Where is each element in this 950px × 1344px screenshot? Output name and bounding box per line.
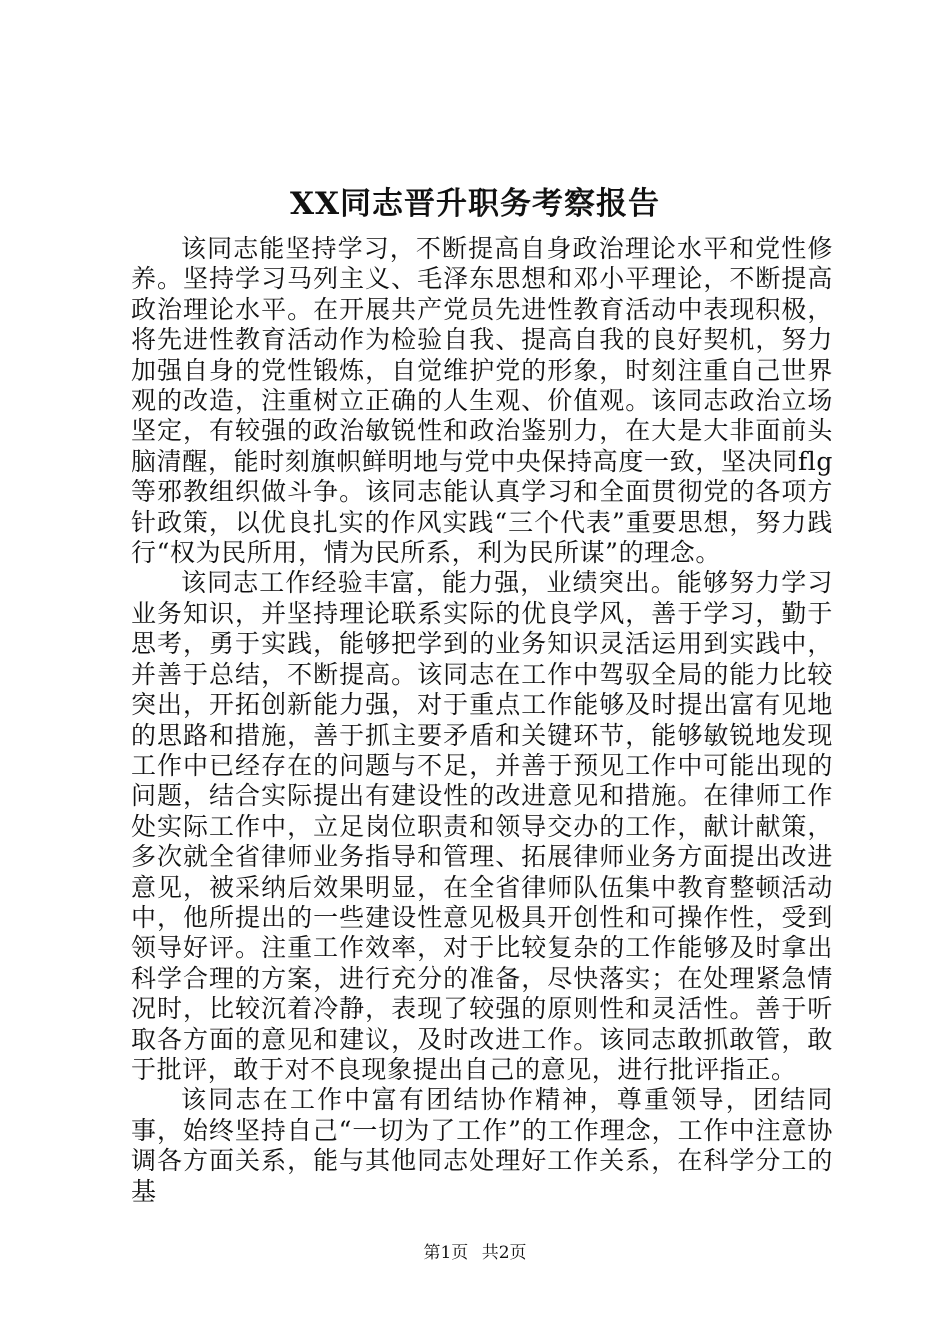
page-footer [0, 1242, 950, 1264]
paragraph-3: 该同志在工作中富有团结协作精神，尊重领导，团结同事，始终坚持自己“一切为了工作”的工作理念，工作中注意协调各方面关系，能与其他同志处理好工作关系，在科学分工的基 [131, 1085, 833, 1206]
document-body [131, 234, 833, 1207]
document-title: XX同志晋升职务考察报告 [289, 186, 661, 222]
paragraph-2: 该同志工作经验丰富，能力强，业绩突出。能够努力学习业务知识，并坚持理论联系实际的优良学风，善于学习，勤于思考，勇于实践，能够把学到的业务知识灵活运用到实践中，并善于总结，不断提高。该同志在工作中驾驭全局的能力比较突出，开拓创新能力强，对于重点工作能够及时提出富有见地的思路和措施，善于抓主要矛盾和关键环节，能够敏锐地发现工作中已经存在的问题与不足，并善于预见工作中可能出现的问题，结合实际提出有建设性的改进意见和措施。在律师工作处实际工作中，立足岗位职责和领导交办的工作，献计献策，多次就全省律师业务指导和管理、拓展律师业务方面提出改进意见，被采纳后效果明显，在全省律师队伍集中教育整顿活动中，他所提出的一些建设性意见极具开创性和可操作性，受到领导好评。注重工作效率，对于比较复杂的工作能够及时拿出科学合理的方案，进行充分的准备，尽快落实；在处理紧急情况时，比较沉着冷静，表现了较强的原则性和灵活性。善于听取各方面的意见和建议，及时改进工作。该同志敢抓敢管，敢于批评，敢于对不良现象提出自己的意见，进行批评指正。 [131, 568, 833, 1084]
page-number-total: 共2页 [481, 1243, 527, 1263]
page-number-current: 第1页 [423, 1243, 469, 1263]
paragraph-1: 该同志能坚持学习，不断提高自身政治理论水平和党性修养。坚持学习马列主义、毛泽东思想和邓小平理论，不断提高政治理论水平。在开展共产党员先进性教育活动中表现积极，将先进性教育活动作为检验自我、提高自我的良好契机，努力加强自身的党性锻炼，自觉维护党的形象，时刻注重自己世界观的改造，注重树立正确的人生观、价值观。该同志政治立场坚定，有较强的政治敏锐性和政治鉴别力，在大是大非面前头脑清醒，能时刻旗帜鲜明地与党中央保持高度一致，坚决同flg等邪教组织做斗争。该同志能认真学习和全面贯彻党的各项方针政策，以优良扎实的作风实践“三个代表”重要思想，努力践行“权为民所用，情为民所系，利为民所谋”的理念。 [131, 234, 833, 568]
